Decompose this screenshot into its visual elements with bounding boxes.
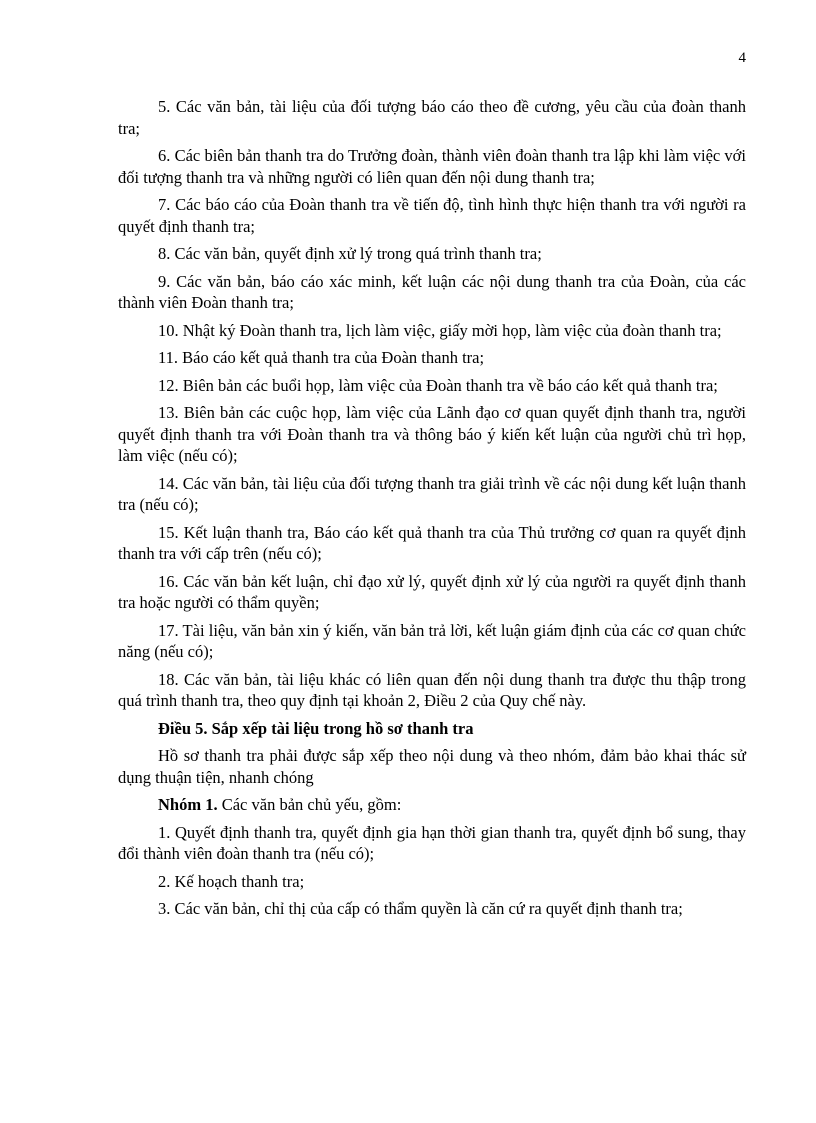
list-item: 12. Biên bản các buổi họp, làm việc của Đoàn thanh tra về báo cáo kết quả thanh tra; [158, 375, 718, 395]
list-item: 17. Tài liệu, văn bản xin ý kiến, văn bản trả lời, kết luận giám định của các cơ quan chức năng (nếu có); [118, 620, 746, 661]
document-body [118, 96, 746, 926]
article-heading: Điều 5. Sắp xếp tài liệu trong hồ sơ thanh tra [158, 718, 474, 738]
list-item: 10. Nhật ký Đoàn thanh tra, lịch làm việc, giấy mời họp, làm việc của đoàn thanh tra; [158, 320, 722, 340]
list-item: 14. Các văn bản, tài liệu của đối tượng thanh tra giải trình về các nội dung kết luận thanh tra (nếu có); [118, 473, 746, 514]
list-item: 7. Các báo cáo của Đoàn thanh tra về tiến độ, tình hình thực hiện thanh tra với người ra quyết định thanh tra; [118, 195, 746, 236]
list-item: 15. Kết luận thanh tra, Báo cáo kết quả thanh tra của Thủ trưởng cơ quan ra quyết định thanh tra với cấp trên (nếu có); [118, 522, 746, 563]
list-item: 3. Các văn bản, chỉ thị của cấp có thẩm quyền là căn cứ ra quyết định thanh tra; [158, 899, 683, 918]
article-intro: Hồ sơ thanh tra phải được sắp xếp theo nội dung và theo nhóm, đảm bảo khai thác sử dụng thuận tiện, nhanh chóng [118, 746, 746, 787]
list-item: 9. Các văn bản, báo cáo xác minh, kết luận các nội dung thanh tra của Đoàn, của các thành viên Đoàn thanh tra; [118, 271, 746, 312]
group-heading [118, 794, 746, 816]
list-item: 2. Kế hoạch thanh tra; [158, 871, 305, 891]
list-item: 16. Các văn bản kết luận, chỉ đạo xử lý, quyết định xử lý của người ra quyết định thanh tra hoặc người có thẩm quyền; [118, 571, 746, 612]
list-item: 18. Các văn bản, tài liệu khác có liên quan đến nội dung thanh tra được thu thập trong quá trình thanh tra, theo quy định tại khoản 2, Điều 2 của Quy chế này. [118, 669, 746, 710]
page-number: 4 [738, 50, 746, 66]
group-text: Các văn bản chủ yếu, gồm: [217, 795, 402, 814]
list-item: 13. Biên bản các cuộc họp, làm việc của Lãnh đạo cơ quan quyết định thanh tra, người quyết định thanh tra với Đoàn thanh tra và thông báo ý kiến kết luận của người chủ trì họp, làm việc (nếu có); [118, 403, 746, 465]
list-item: 8. Các văn bản, quyết định xử lý trong quá trình thanh tra; [158, 244, 542, 263]
list-item: 5. Các văn bản, tài liệu của đối tượng báo cáo theo đề cương, yêu cầu của đoàn thanh tra; [118, 97, 746, 138]
list-item: 6. Các biên bản thanh tra do Trưởng đoàn, thành viên đoàn thanh tra lập khi làm việc với đối tượng thanh tra và những người có liên quan đến nội dung thanh tra; [118, 146, 746, 187]
list-item: 11. Báo cáo kết quả thanh tra của Đoàn thanh tra; [158, 348, 485, 367]
group-label: Nhóm 1. [158, 795, 218, 814]
list-item: 1. Quyết định thanh tra, quyết định gia hạn thời gian thanh tra, quyết định bổ sung, thay đổi thành viên đoàn thanh tra (nếu có); [118, 822, 746, 863]
